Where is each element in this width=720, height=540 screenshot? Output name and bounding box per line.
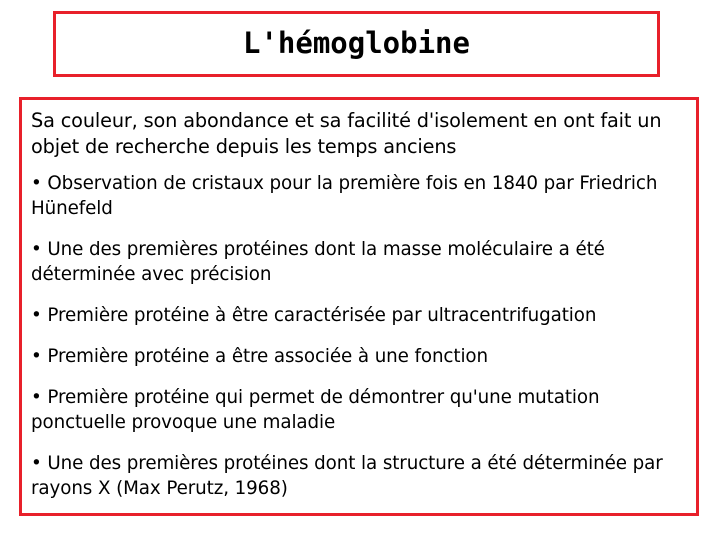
bullet-item: • Une des premières protéines dont la structure a été déterminée par rayons X (Max Perutz, 1968) (31, 453, 663, 499)
content-box (19, 97, 699, 516)
slide-title: L'hémoglobine (243, 26, 470, 60)
intro-text: Sa couleur, son abondance et sa facilité d'isolement en ont fait un objet de recherche depuis les temps anciens (31, 109, 662, 158)
bullet-item: • Première protéine a être associée à une fonction (31, 346, 489, 367)
bullet-list (31, 171, 688, 501)
bullet-item: • Première protéine qui permet de démontrer qu'une mutation ponctuelle provoque une maladie (31, 387, 600, 433)
bullet-item: • Première protéine à être caractérisée par ultracentrifugation (31, 305, 597, 326)
title-box (53, 11, 660, 77)
bullet-item: • Une des premières protéines dont la masse moléculaire a été déterminée avec précision (31, 239, 605, 285)
bullet-item: • Observation de cristaux pour la première fois en 1840 par Friedrich Hünefeld (31, 173, 658, 219)
